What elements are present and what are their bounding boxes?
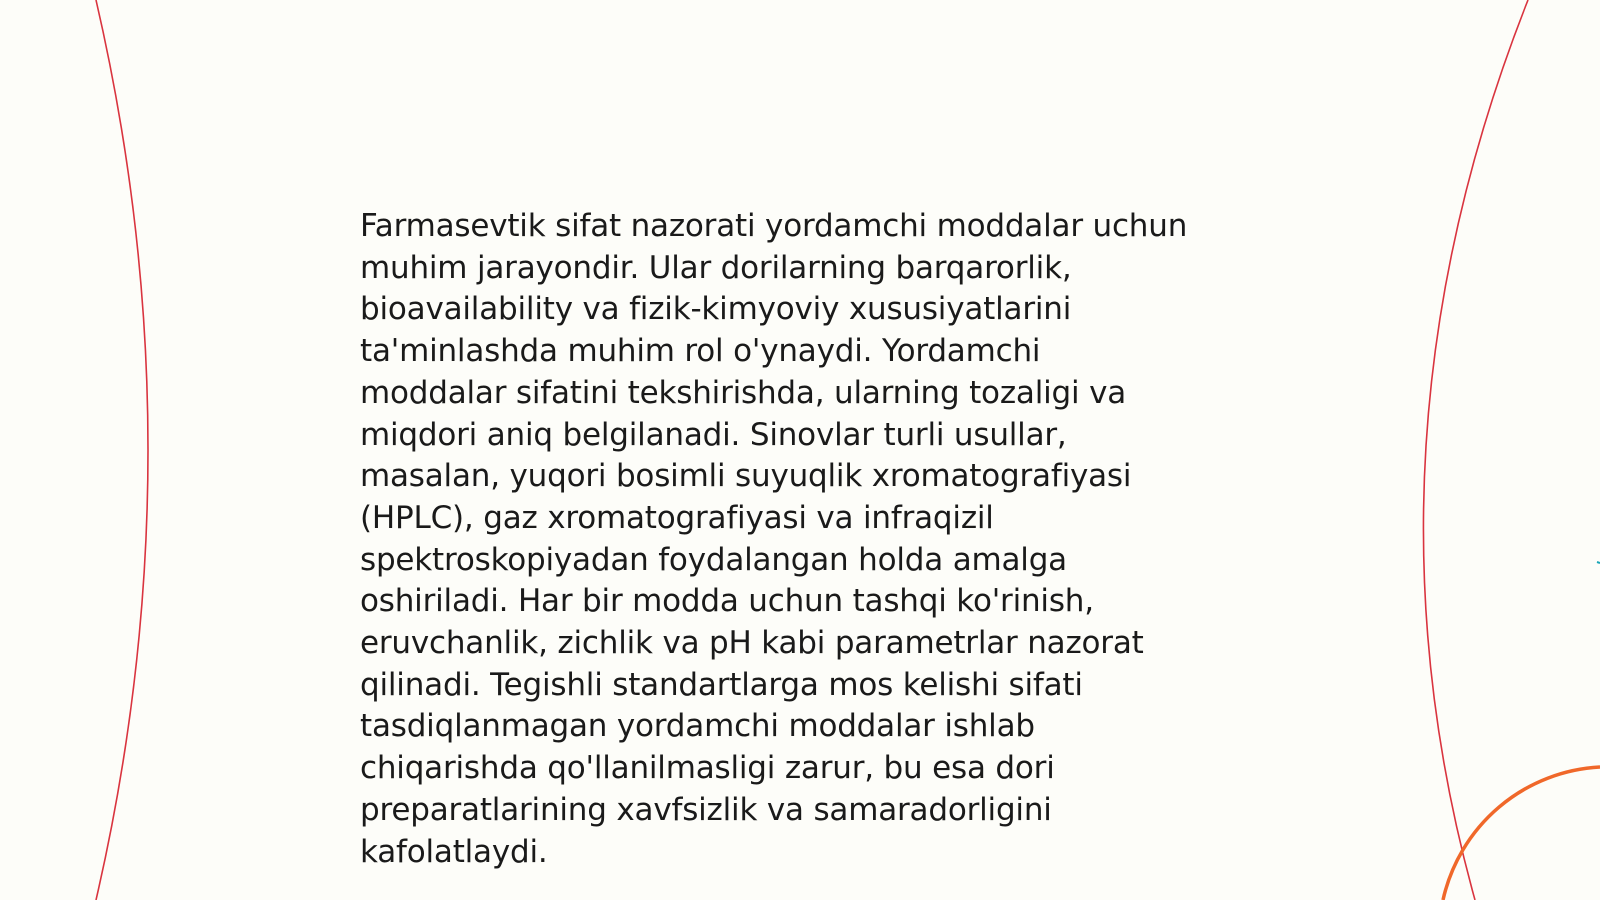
right-curve-line — [1423, 0, 1528, 900]
body-paragraph: Farmasevtik sifat nazorati yordamchi moddalar uchun muhim jarayondir. Ular dorilarning barqarorlik, bioavailability va fizik-kimyoviy xususiyatlarini ta'minlashda muhim rol o'ynaydi. Yordamchi moddalar sifatini tekshirishda, ularning tozaligi va miqdori aniq belgilanadi. Sinovlar turli usullar, masalan, yuqori bosimli suyuqlik xromatografiyasi (HPLC), gaz xromatografiyasi va infraqizil spektroskopiyadan foydalangan holda amalga oshiriladi. Har bir modda uchun tashqi ko'rinish, eruvchanlik, zichlik va pH kabi parametrlar nazorat qilinadi. Tegishli standartlarga mos kelishi sifati tasdiqlanmagan yordamchi moddalar ishlab chiqarishda qo'llanilmasligi zarur, bu esa dori preparatlarining xavfsizlik va samaradorligini kafolatlaydi. — [360, 208, 1188, 870]
left-curve-line — [96, 0, 148, 900]
bottom-right-orange-arc — [1443, 767, 1600, 900]
